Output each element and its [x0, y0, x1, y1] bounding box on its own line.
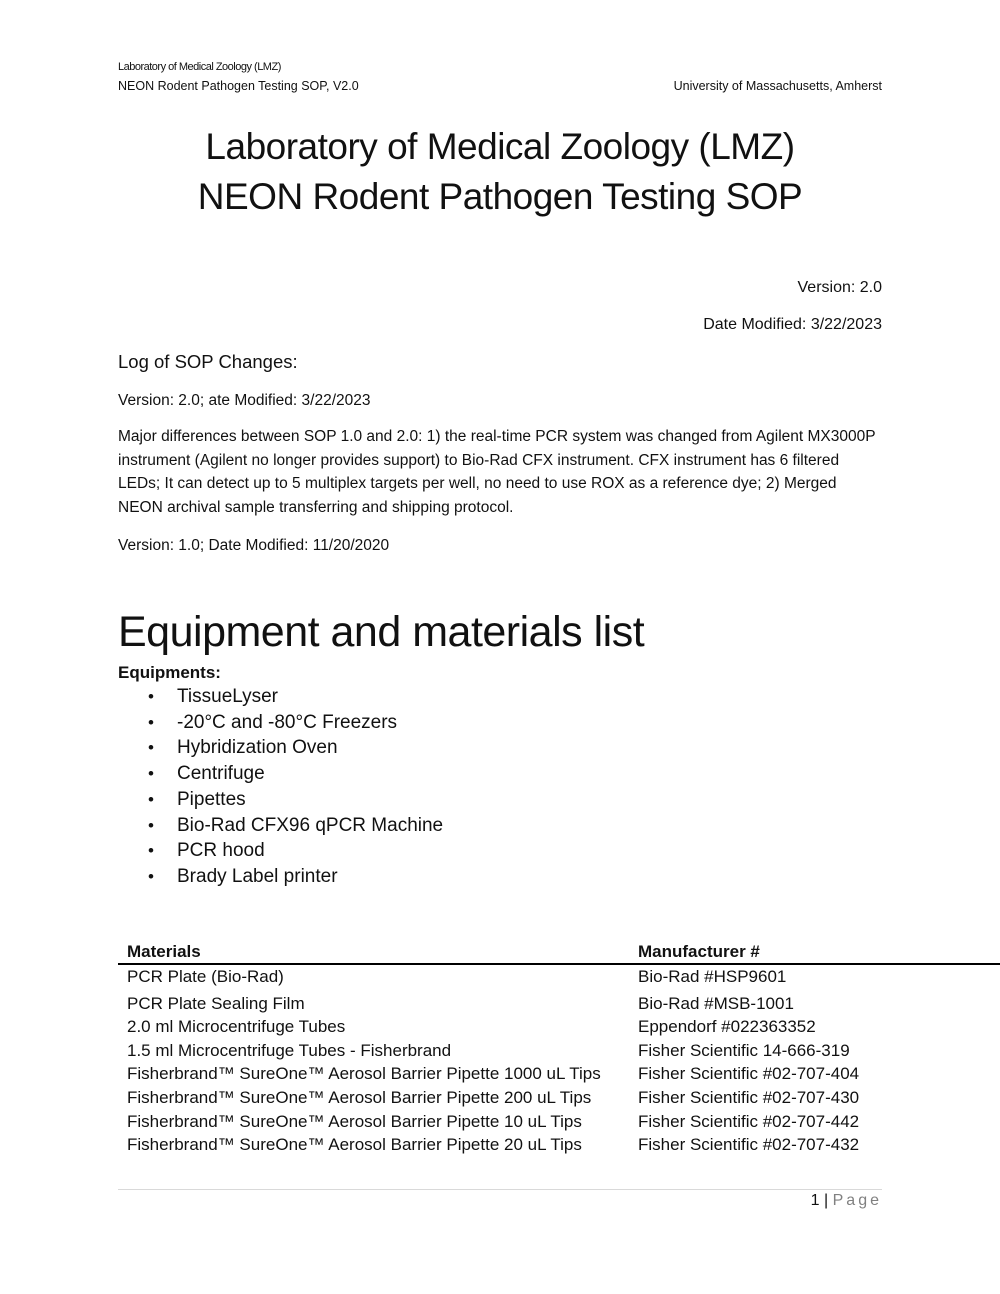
bullet-icon: •: [148, 789, 154, 809]
log-entry-version-1: Version: 1.0; Date Modified: 11/20/2020: [118, 537, 390, 554]
bullet-icon: •: [148, 815, 154, 835]
materials-table: [118, 940, 1000, 1157]
version-label: Version: 2.0: [797, 279, 882, 296]
manufacturer-cell: Fisher Scientific #02-707-430: [638, 1087, 860, 1107]
page-separator: |: [819, 1192, 833, 1209]
list-item: • Pipettes: [148, 787, 443, 813]
table-row: [118, 1110, 1000, 1134]
table-header-row: [118, 940, 1000, 964]
table-row: [118, 1039, 1000, 1063]
column-header-manufacturer: Manufacturer #: [629, 940, 1000, 964]
equipment-subheading: Equipments:: [118, 663, 221, 682]
material-cell: 1.5 ml Microcentrifuge Tubes - Fisherbrand: [127, 1040, 452, 1060]
table-row: [118, 1015, 1000, 1039]
bullet-icon: •: [148, 738, 154, 758]
list-item: • -20°C and -80°C Freezers: [148, 710, 443, 736]
bullet-icon: •: [148, 841, 154, 861]
header-lab-name: Laboratory of Medical Zoology (LMZ): [118, 61, 281, 73]
log-entry-version-2-description: Major differences between SOP 1.0 and 2.0: 1) the real-time PCR system was changed from Agilent MX3000P instrument (Agilent no longer provides support) to Bio-Rad CFX instrument. CFX instrument has 6 filtered LEDs; It can detect up to 5 multiplex targets per well, no need to use ROX as a reference dye; 2) Merged NEON archival sample transferring and shipping protocol.: [118, 428, 876, 516]
bullet-icon: •: [148, 866, 154, 886]
bullet-icon: •: [148, 687, 154, 706]
manufacturer-cell: Bio-Rad #MSB-1001: [638, 993, 794, 1013]
header-university: University of Massachusetts, Amherst: [673, 79, 882, 93]
table-row: [118, 989, 1000, 1016]
page-number: [811, 1192, 882, 1210]
material-cell: PCR Plate (Bio-Rad): [127, 966, 284, 986]
list-item: • Bio-Rad CFX96 qPCR Machine: [148, 813, 443, 839]
table-row: [118, 964, 1000, 989]
material-cell: Fisherbrand™ SureOne™ Aerosol Barrier Pipette 10 uL Tips: [127, 1111, 582, 1131]
header-sop-version: NEON Rodent Pathogen Testing SOP, V2.0: [118, 79, 359, 93]
bullet-icon: •: [148, 764, 154, 784]
material-cell: Fisherbrand™ SureOne™ Aerosol Barrier Pipette 20 uL Tips: [127, 1135, 582, 1155]
table-row: [118, 1133, 1000, 1157]
log-heading: Log of SOP Changes:: [118, 351, 298, 372]
document-title: [0, 122, 1000, 222]
manufacturer-cell: Fisher Scientific #02-707-432: [638, 1135, 860, 1155]
page-number-value: 1: [810, 1192, 820, 1209]
manufacturer-cell: Fisher Scientific #02-707-442: [638, 1111, 860, 1131]
date-modified-label: Date Modified: 3/22/2023: [703, 316, 882, 333]
manufacturer-cell: Fisher Scientific #02-707-404: [638, 1064, 860, 1084]
bullet-icon: •: [148, 712, 154, 732]
column-header-materials: Materials: [118, 940, 629, 964]
title-line-2: NEON Rodent Pathogen Testing SOP: [197, 176, 803, 217]
manufacturer-cell: Fisher Scientific 14-666-319: [638, 1040, 850, 1060]
material-cell: 2.0 ml Microcentrifuge Tubes: [127, 1017, 346, 1037]
title-line-1: Laboratory of Medical Zoology (LMZ): [205, 126, 795, 167]
list-item: • Brady Label printer: [148, 864, 443, 890]
table-row: [118, 1086, 1000, 1110]
list-item: • Hybridization Oven: [148, 735, 443, 761]
material-cell: Fisherbrand™ SureOne™ Aerosol Barrier Pipette 200 uL Tips: [127, 1087, 592, 1107]
material-cell: Fisherbrand™ SureOne™ Aerosol Barrier Pipette 1000 uL Tips: [127, 1064, 601, 1084]
table-row: [118, 1063, 1000, 1087]
list-item: • TissueLyser: [148, 684, 443, 710]
list-item: • Centrifuge: [148, 761, 443, 787]
section-title: Equipment and materials list: [118, 608, 645, 656]
manufacturer-cell: Eppendorf #022363352: [638, 1017, 816, 1037]
equipment-list: [148, 684, 443, 890]
material-cell: PCR Plate Sealing Film: [127, 993, 305, 1013]
list-item: • PCR hood: [148, 838, 443, 864]
footer-divider: [118, 1189, 882, 1190]
log-entry-version-2: Version: 2.0; ate Modified: 3/22/2023: [118, 392, 371, 409]
page-word: Page: [832, 1192, 882, 1209]
manufacturer-cell: Bio-Rad #HSP9601: [638, 966, 787, 986]
